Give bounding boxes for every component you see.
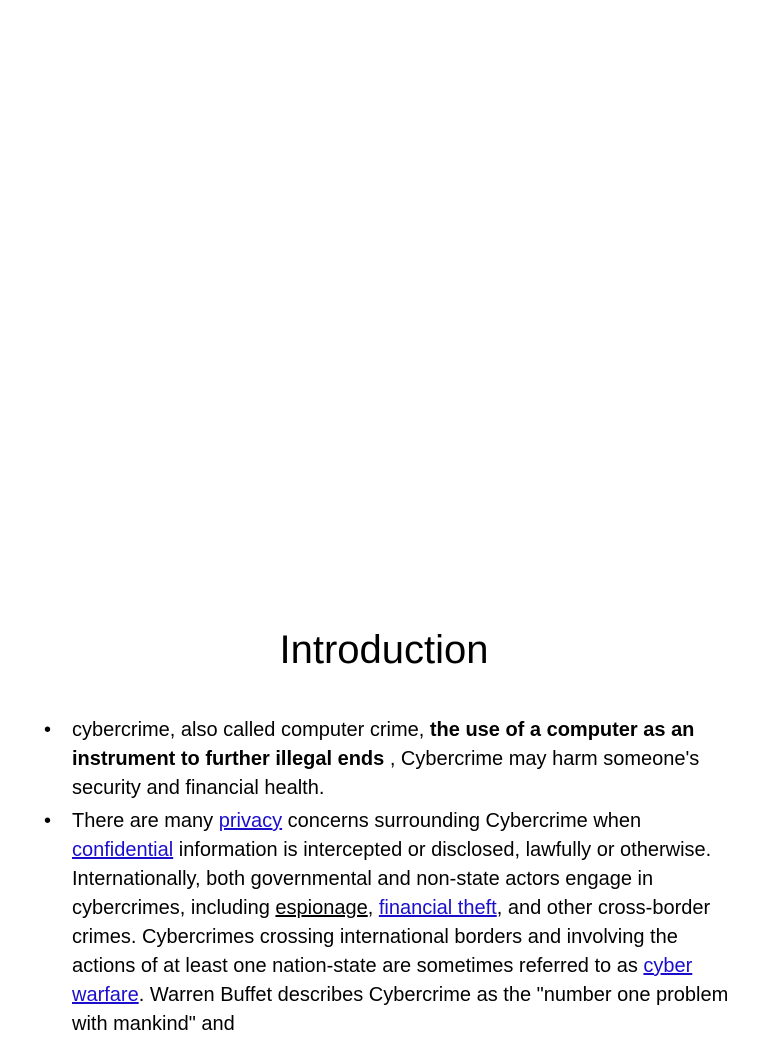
- espionage-text: espionage: [275, 897, 368, 919]
- bullet-list: [44, 716, 734, 1043]
- bullet-item-cybercrime-definition: [44, 716, 734, 803]
- bullet-dot-icon: •: [44, 719, 52, 741]
- bullet-text: information is intercepted or disclosed, lawfully or otherwise. Internationally, both governmental and non-state actors engage in cybercrimes, including: [72, 839, 712, 919]
- bullet-text: . Warren Buffet describes Cybercrime as the "number one problem with mankind" and: [72, 984, 729, 1035]
- privacy-link[interactable]: privacy: [218, 810, 283, 832]
- bullet-text: There are many: [72, 810, 219, 832]
- bullet-item-privacy-concerns: [44, 807, 734, 1039]
- confidential-link[interactable]: confidential: [72, 839, 174, 861]
- cyber-warfare-link[interactable]: cyber warfare: [72, 955, 693, 1006]
- bullet-text: concerns surrounding Cybercrime when: [282, 810, 642, 832]
- bullet-text: ,: [367, 897, 379, 919]
- bold-definition: the use of a computer as an instrument to further illegal ends: [72, 719, 695, 770]
- bullet-text: , and other cross-border crimes. Cybercrimes crossing international borders and involving the actions of at least one nation-state are sometimes referred to as: [72, 897, 711, 977]
- bullet-dot-icon: •: [44, 810, 52, 832]
- bullet-text: , Cybercrime may harm someone's security and financial health.: [72, 748, 700, 799]
- financial-theft-link[interactable]: financial theft: [378, 897, 497, 919]
- bullet-text: cybercrime, also called computer crime,: [72, 719, 430, 741]
- slide-title: Introduction: [279, 628, 489, 672]
